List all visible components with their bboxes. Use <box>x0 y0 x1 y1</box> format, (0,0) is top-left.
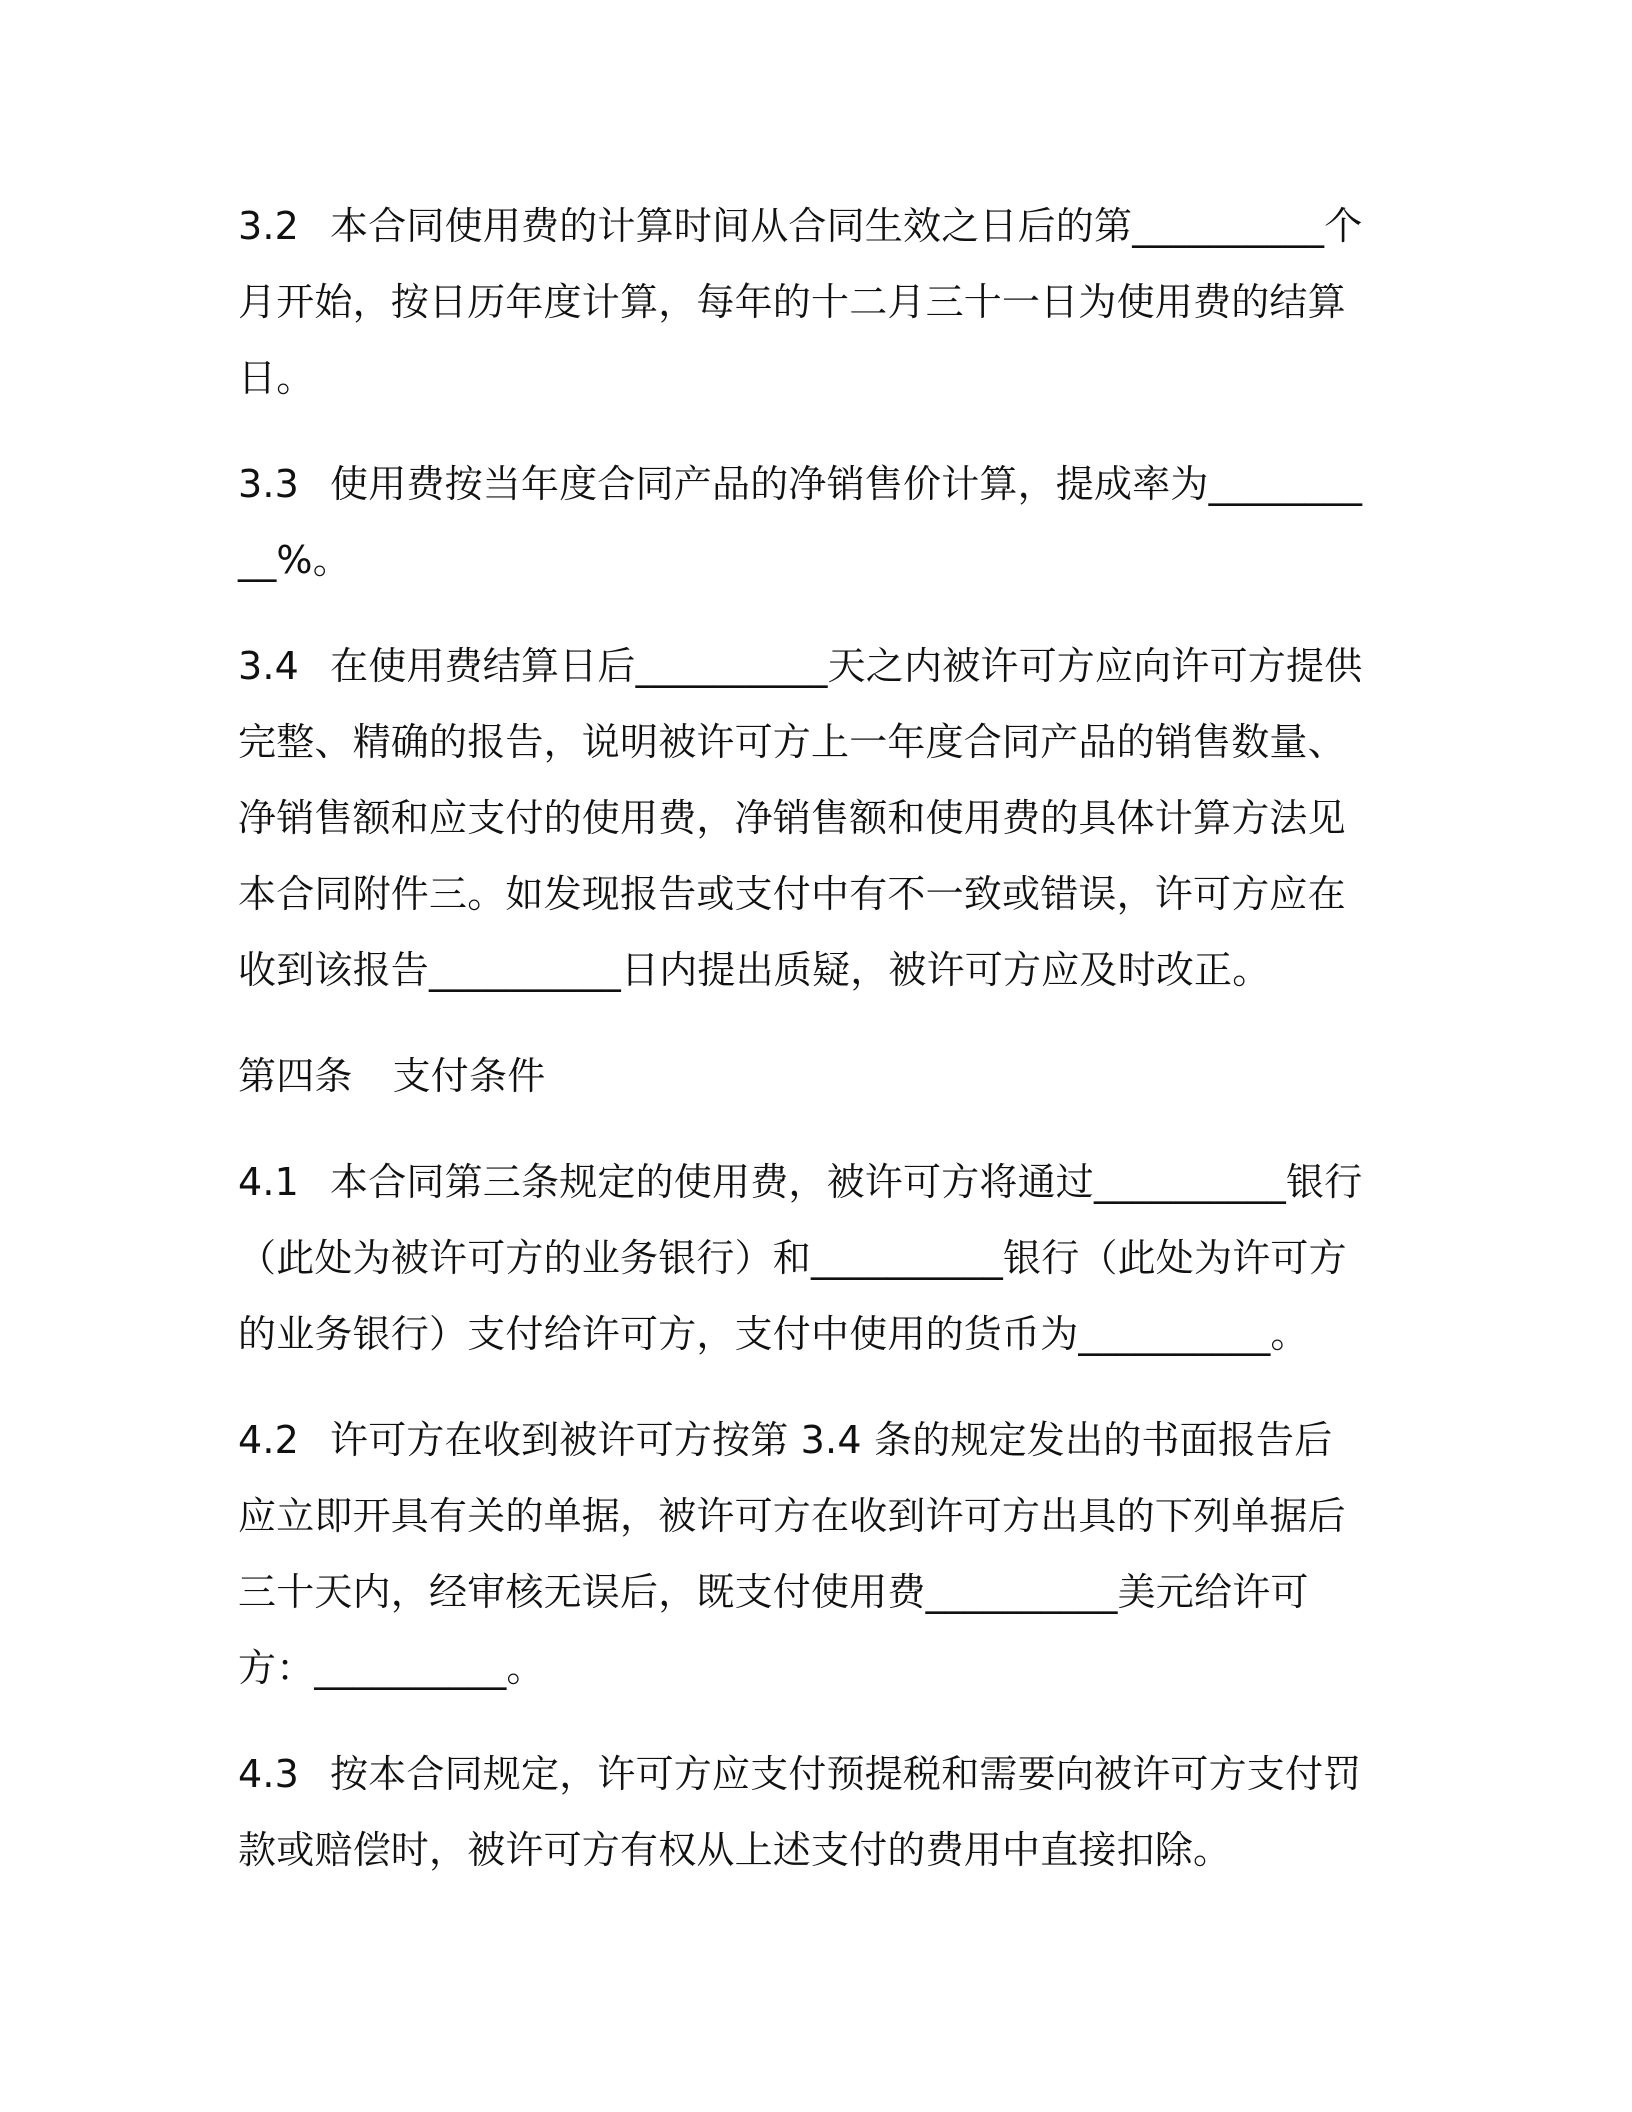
paragraph-gap <box>238 1706 1368 1736</box>
clause-4-1 <box>238 1144 1368 1372</box>
clause-3-3 <box>238 446 1368 598</box>
clause-text: 许可方在收到被许可方按第 3.4 条的规定发出的书面报告后应立即开具有关的单据，被许可方在收到许可方出具的下列单据后三十天内，经审核无误后，既支付使用费__________美元给许可方：__________。 <box>238 1418 1346 1690</box>
clause-number: 4.1 <box>238 1160 300 1204</box>
paragraph-gap <box>238 1372 1368 1402</box>
paragraph-gap <box>238 1114 1368 1144</box>
clause-3-2 <box>238 188 1368 416</box>
clause-text: 本合同第三条规定的使用费，被许可方将通过__________银行（此处为被许可方的业务银行）和__________银行（此处为许可方的业务银行）支付给许可方，支付中使用的货币为__________。 <box>238 1160 1363 1356</box>
clause-text: 按本合同规定，许可方应支付预提税和需要向被许可方支付罚款或赔偿时，被许可方有权从上述支付的费用中直接扣除。 <box>238 1752 1362 1872</box>
clause-number: 3.2 <box>238 204 300 248</box>
clause-text: 在使用费结算日后__________天之内被许可方应向许可方提供完整、精确的报告，说明被许可方上一年度合同产品的销售数量、净销售额和应支付的使用费，净销售额和使用费的具体计算方法见本合同附件三。如发现报告或支付中有不一致或错误，许可方应在收到该报告__________日内提出质疑，被许可方应及时改正。 <box>238 644 1363 992</box>
clause-4-3 <box>238 1736 1368 1888</box>
clause-number: 3.3 <box>238 462 300 506</box>
paragraph-gap <box>238 416 1368 446</box>
article-four-heading <box>238 1038 1368 1114</box>
clause-text: 使用费按当年度合同产品的净销售价计算，提成率为__________%。 <box>238 462 1363 582</box>
clause-number: 4.2 <box>238 1418 300 1462</box>
paragraph-gap <box>238 1008 1368 1038</box>
clause-3-4 <box>238 628 1368 1008</box>
clause-4-2 <box>238 1402 1368 1706</box>
article-number: 第四条 <box>238 1054 353 1098</box>
article-title: 支付条件 <box>392 1054 546 1098</box>
document-content <box>238 188 1368 1888</box>
paragraph-gap <box>238 598 1368 628</box>
clause-number: 3.4 <box>238 644 300 688</box>
clause-text: 本合同使用费的计算时间从合同生效之日后的第__________个月开始，按日历年度计算，每年的十二月三十一日为使用费的结算日。 <box>238 204 1363 400</box>
clause-number: 4.3 <box>238 1752 300 1796</box>
